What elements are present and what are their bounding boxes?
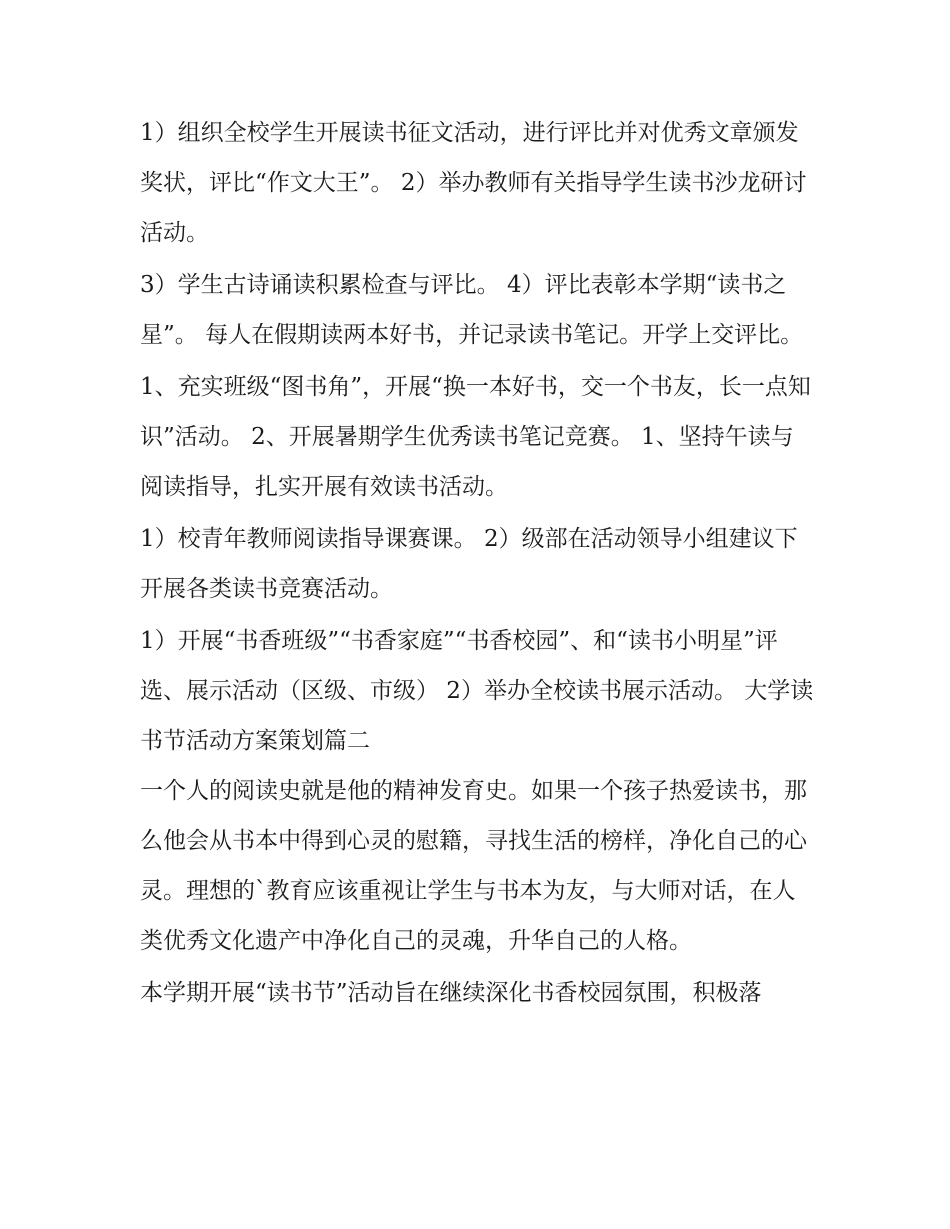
paragraph-5: 1）开展“书香班级”“书香家庭”“书香校园”、和“读书小明星”评选、展示活动（区级、市级） 2）举办全校读书展示活动。 大学读书节活动方案策划篇二 <box>140 628 814 754</box>
paragraph-7: 本学期开展“读书节”活动旨在继续深化书香校园氛围，积极落 <box>140 980 762 1006</box>
paragraph-4: 1）校青年教师阅读指导课赛课。 2）级部在活动领导小组建议下开展各类读书竞赛活动。 <box>140 526 798 602</box>
document-body <box>140 108 815 1020</box>
paragraph-1: 1）组织全校学生开展读书征文活动，进行评比并对优秀文章颁发奖状，评比“作文大王”。 2）举办教师有关指导学生读书沙龙研讨活动。 <box>140 120 807 246</box>
paragraph-6: 一个人的阅读史就是他的精神发育史。如果一个孩子热爱读书，那么他会从书本中得到心灵的慰籍，寻找生活的榜样，净化自己的心灵。理想的`教育应该重视让学生与书本为友，与大师对话，在人类优秀文化遗产中净化自己的灵魂，升华自己的人格。 <box>140 778 807 954</box>
paragraph-2: 3）学生古诗诵读积累检查与评比。 4）评比表彰本学期“读书之星”。 每人在假期读两本好书，并记录读书笔记。开学上交评比。 <box>140 272 804 348</box>
paragraph-3: 1、充实班级“图书角”，开展“换一本好书，交一个书友，长一点知识”活动。 2、开展暑期学生优秀读书笔记竞赛。 1、坚持午读与阅读指导，扎实开展有效读书活动。 <box>140 374 811 500</box>
